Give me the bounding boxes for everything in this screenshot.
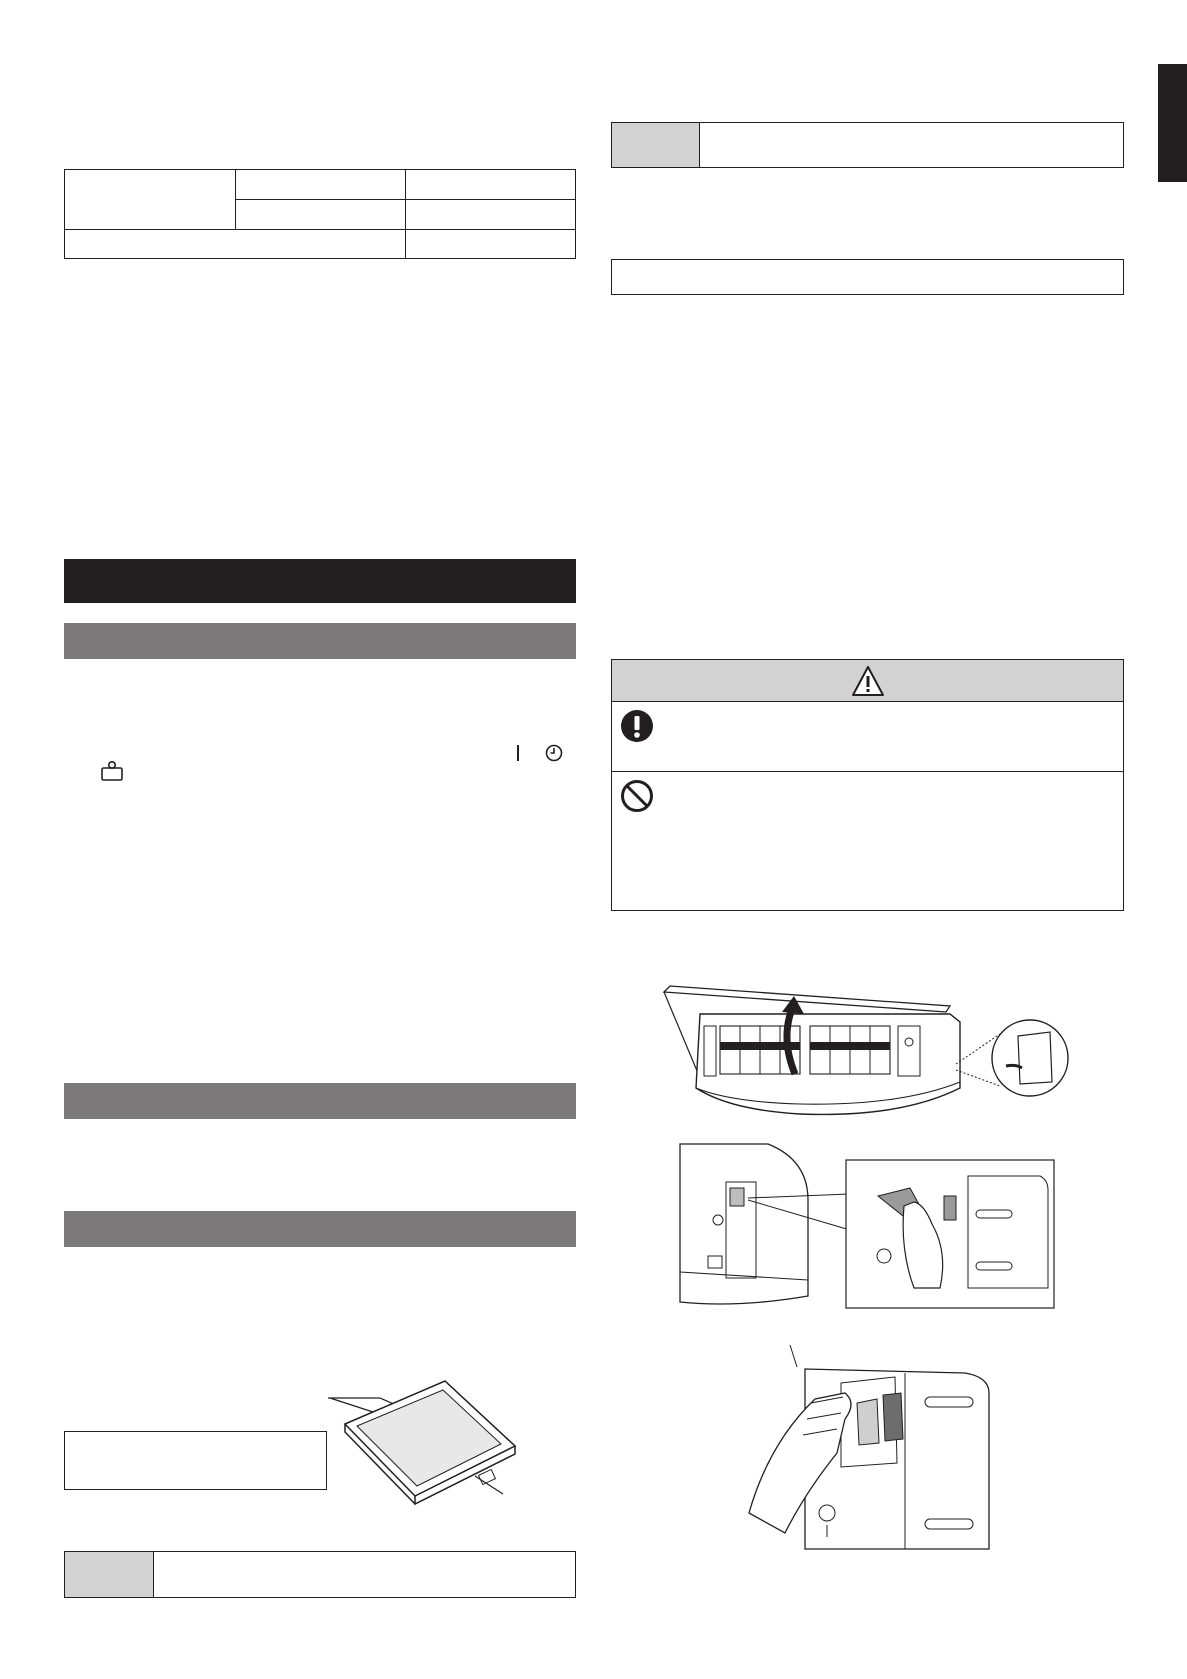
spec-table-divider: [405, 170, 406, 258]
battery-note-box: [64, 1431, 327, 1490]
mandatory-action-icon: [620, 709, 654, 743]
subsection-header-1: [64, 623, 576, 659]
dry-mode-icon: [100, 760, 124, 782]
filter-holder-detail-illustration: [678, 1140, 1058, 1312]
note-label: [65, 1552, 154, 1597]
filter-insertion-hand-illustration: [745, 1343, 1035, 1551]
note-box-right: [611, 122, 1124, 168]
indoor-unit-front-panel-open-illustration: [660, 978, 1070, 1120]
subsection-header-2: [64, 1083, 576, 1119]
caution-box: [611, 659, 1124, 911]
timer-icon: [544, 743, 564, 763]
subsection-header-3: [64, 1211, 576, 1247]
language-tab: [1158, 64, 1187, 182]
note-box-left: [64, 1551, 576, 1598]
info-box-right: [611, 259, 1124, 295]
warning-triangle-icon: [850, 664, 886, 698]
prohibition-icon: [620, 779, 654, 813]
separator-bar-icon: [517, 745, 519, 761]
spec-table-divider: [235, 199, 575, 200]
caution-row-divider: [612, 771, 1123, 772]
spec-table-divider: [65, 229, 575, 230]
spec-table-divider: [235, 170, 236, 230]
section-header-bar: [64, 559, 576, 603]
spec-table: [64, 169, 576, 259]
note-label: [612, 123, 700, 167]
caution-header: [612, 660, 1123, 702]
remote-battery-cover-illustration: [325, 1376, 540, 1506]
